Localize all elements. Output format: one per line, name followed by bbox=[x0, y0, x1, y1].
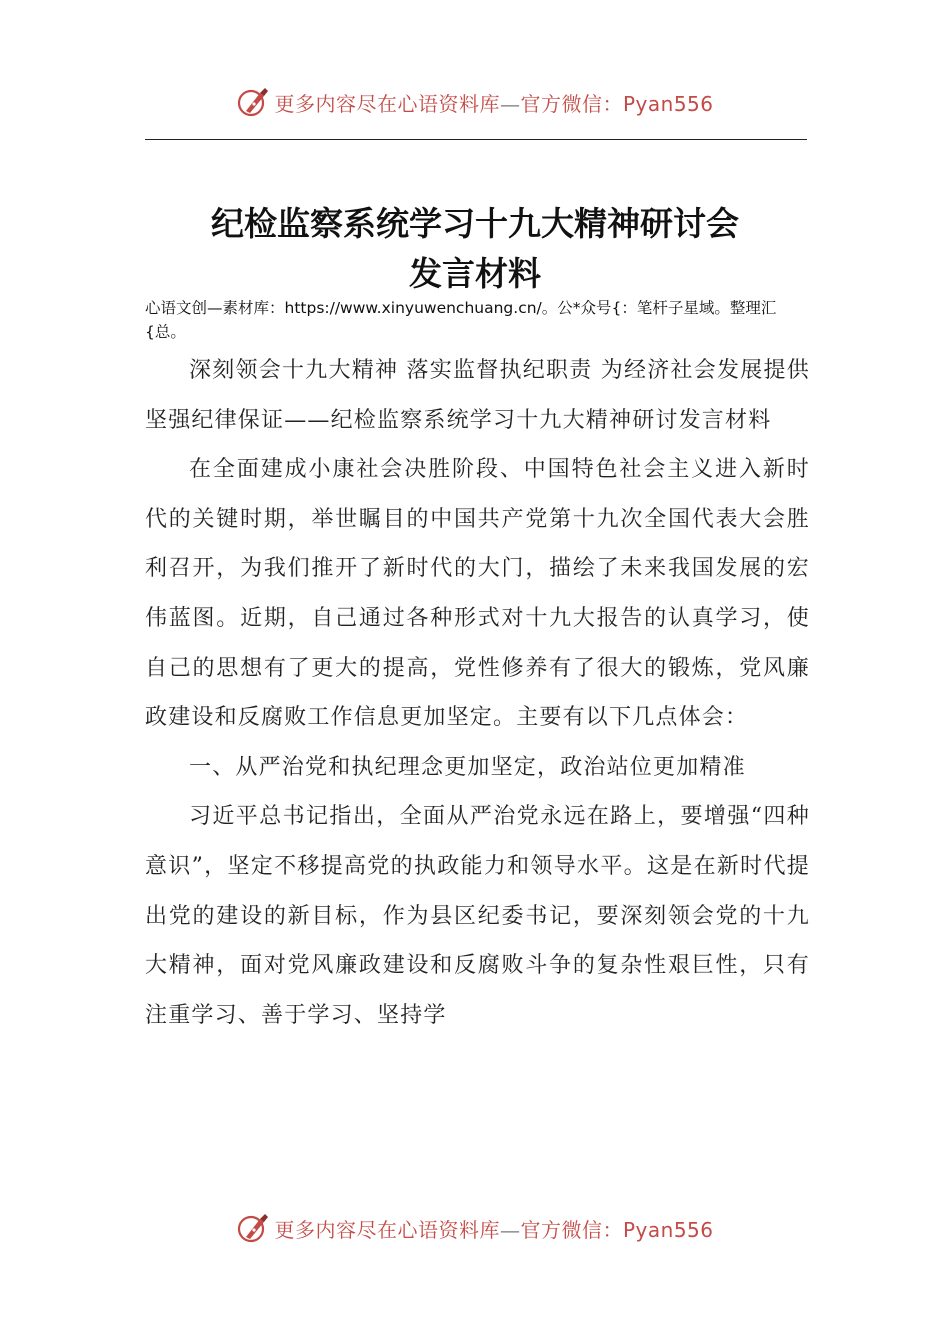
paragraph-intro: 在全面建成小康社会决胜阶段、中国特色社会主义进入新时代的关键时期，举世瞩目的中国共产党第十九次全国代表大会胜利召开，为我们推开了新时代的大门，描绘了未来我国发展的宏伟蓝图。近期，自己通过各种形式对十九大报告的认真学习，使自己的思想有了更大的提高，党性修养有了很大的锻炼，党风廉政建设和反腐败工作信息更加坚定。主要有以下几点体会： bbox=[145, 457, 810, 731]
header-banner bbox=[0, 82, 950, 122]
section-heading-1: 一、从严治党和执纪理念更加坚定，政治站位更加精准 bbox=[189, 754, 746, 780]
document-title: 纪检监察系统学习十九大精神研讨会 bbox=[211, 204, 739, 243]
banner-wechat-id: Pyan556 bbox=[622, 1217, 714, 1242]
source-note: 心语文创—素材库：https://www.xinyuwenchuang.cn/。公*众号{：笔杆子星域。整理汇{总。 bbox=[145, 299, 777, 341]
footer-banner bbox=[0, 1208, 950, 1248]
header-divider bbox=[145, 139, 807, 140]
banner-wechat-id: Pyan556 bbox=[622, 91, 714, 116]
banner-promo: 更多内容尽在心语资料库 bbox=[274, 1217, 500, 1242]
banner-separator: — bbox=[499, 1217, 521, 1242]
paragraph-subtitle: 深刻领会十九大精神 落实监督执纪职责 为经济社会发展提供坚强纪律保证——纪检监察系统学习十九大精神研讨发言材料 bbox=[145, 358, 810, 433]
banner-separator: — bbox=[499, 91, 521, 116]
banner-promo: 更多内容尽在心语资料库 bbox=[274, 91, 500, 116]
document-body bbox=[145, 346, 810, 1040]
banner-text bbox=[274, 1214, 713, 1243]
banner-wechat-label: 官方微信： bbox=[520, 1217, 623, 1242]
pen-nib-logo-icon bbox=[236, 85, 270, 119]
document-title-line2: 发言材料 bbox=[409, 254, 541, 293]
banner-wechat-label: 官方微信： bbox=[520, 91, 623, 116]
pen-nib-logo-icon bbox=[236, 1211, 270, 1245]
banner-text bbox=[274, 88, 713, 117]
paragraph-section-1: 习近平总书记指出，全面从严治党永远在路上，要增强“四种意识”，坚定不移提高党的执政能力和领导水平。这是在新时代提出党的建设的新目标，作为县区纪委书记，要深刻领会党的十九大精神，面对党风廉政建设和反腐败斗争的复杂性艰巨性，只有注重学习、善于学习、坚持学 bbox=[145, 804, 810, 1028]
